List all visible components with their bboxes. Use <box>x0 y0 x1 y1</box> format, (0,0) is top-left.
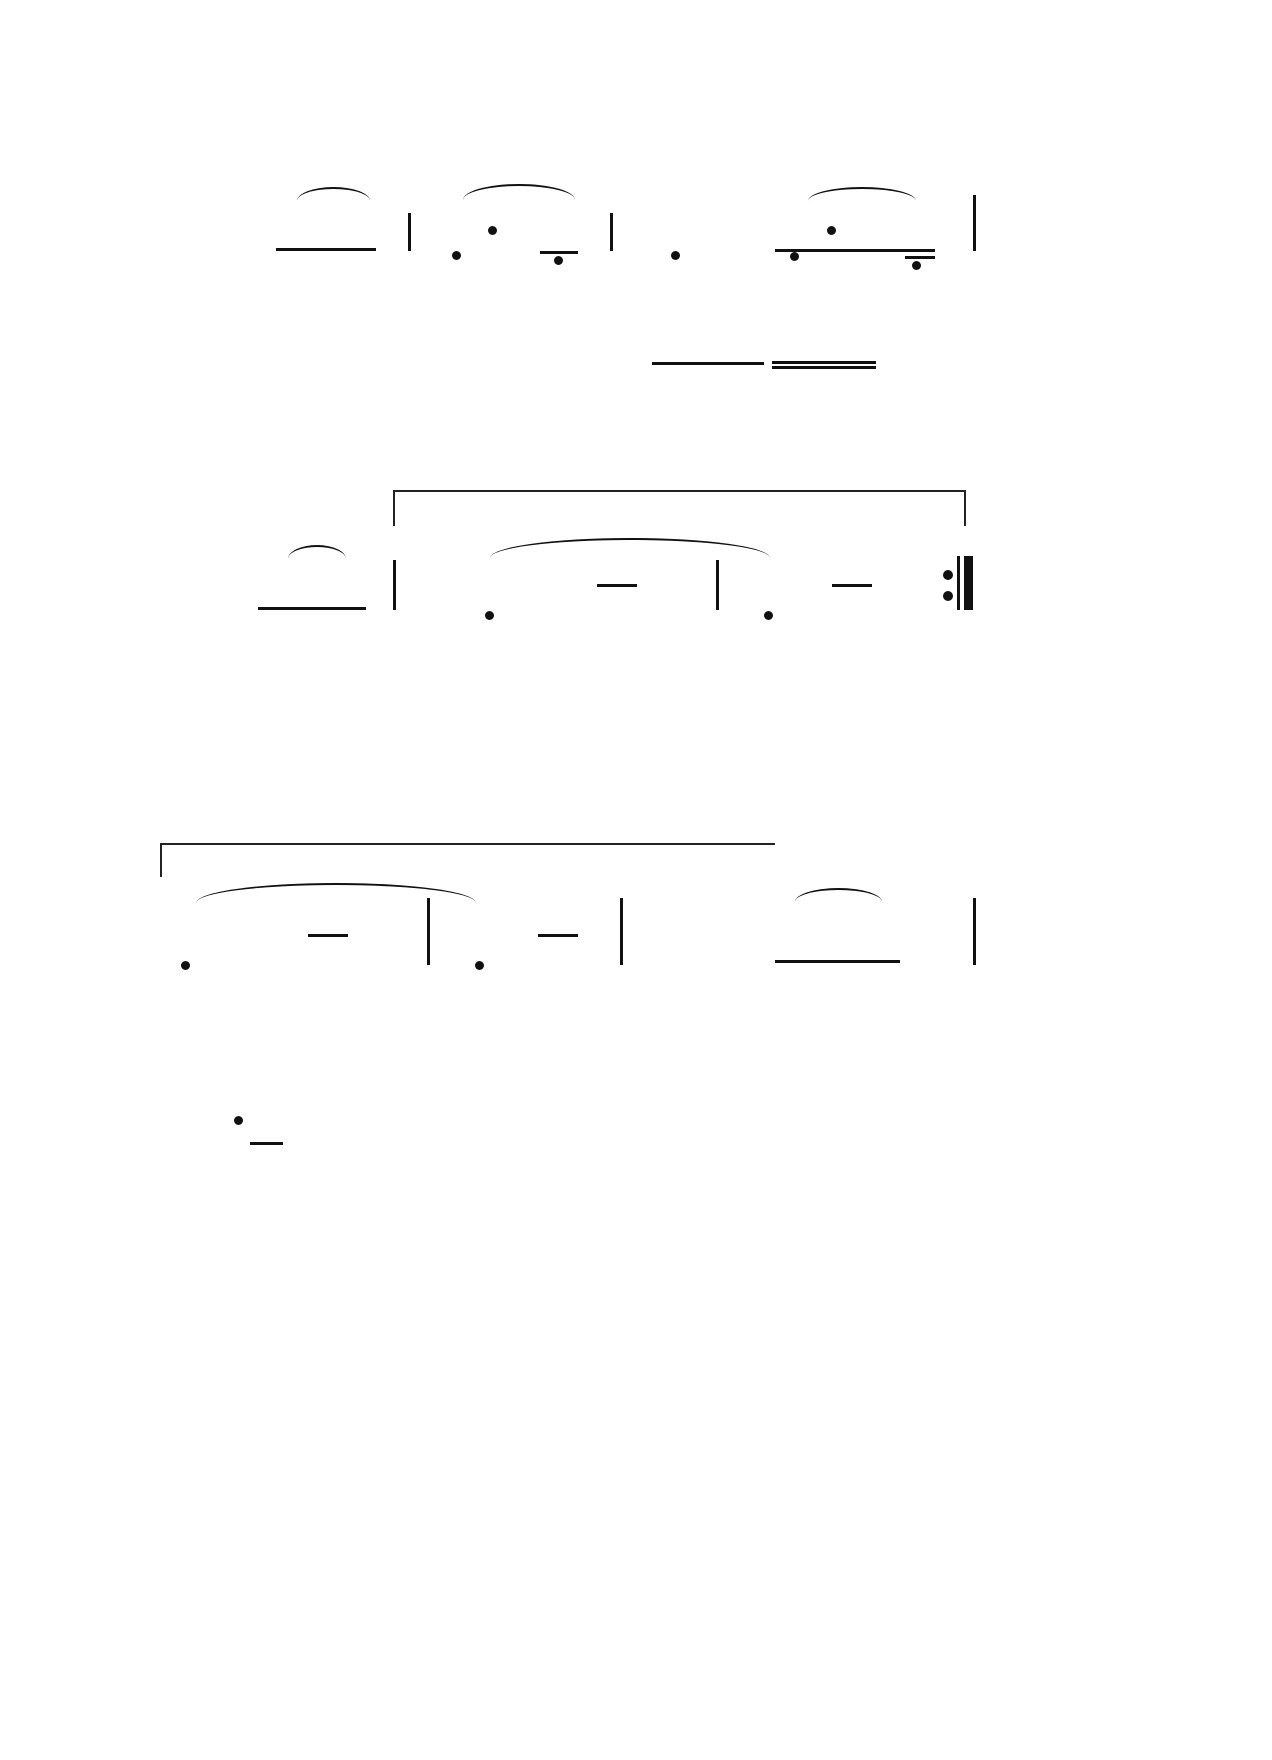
lyric-underline <box>772 361 876 364</box>
low-octave-dot <box>452 251 461 260</box>
slur <box>288 545 346 559</box>
dash <box>832 584 872 587</box>
coda-bracket <box>160 843 775 877</box>
dash <box>538 934 578 937</box>
low-octave-dot <box>671 251 680 260</box>
repeat-barline-thick <box>964 556 973 610</box>
low-octave-dot <box>475 961 484 970</box>
barline <box>393 560 396 610</box>
barline <box>973 195 976 251</box>
barline <box>610 213 613 251</box>
repeat-dot <box>943 570 953 580</box>
repeat-dot <box>943 591 953 601</box>
low-octave-dot <box>485 611 494 620</box>
underline <box>276 248 376 251</box>
barline <box>408 213 411 251</box>
lyric-underline <box>652 362 764 365</box>
low-octave-dot <box>912 261 921 270</box>
augmentation-dot <box>827 226 836 235</box>
repeat-barline-thin <box>957 556 960 610</box>
barline <box>620 898 623 965</box>
slur <box>795 888 882 902</box>
slur <box>297 187 370 201</box>
double-underline <box>905 256 935 259</box>
dash <box>308 934 348 937</box>
barline <box>973 898 976 965</box>
dash <box>597 584 637 587</box>
augmentation-dot <box>234 1116 243 1125</box>
augmentation-dot <box>488 226 497 235</box>
underline <box>775 249 935 252</box>
low-octave-dot <box>181 961 190 970</box>
low-octave-dot <box>790 252 799 261</box>
slur <box>808 187 916 201</box>
underline <box>258 607 366 610</box>
barline <box>427 898 430 965</box>
underline <box>540 251 578 254</box>
slur <box>463 184 575 200</box>
underline <box>250 1142 283 1145</box>
low-octave-dot <box>554 256 563 265</box>
volta-bracket <box>393 490 966 526</box>
lyric-underline <box>772 366 876 369</box>
low-octave-dot <box>764 611 773 620</box>
underline <box>775 960 900 963</box>
tie <box>490 538 770 558</box>
tie <box>196 883 476 903</box>
barline <box>716 560 719 610</box>
